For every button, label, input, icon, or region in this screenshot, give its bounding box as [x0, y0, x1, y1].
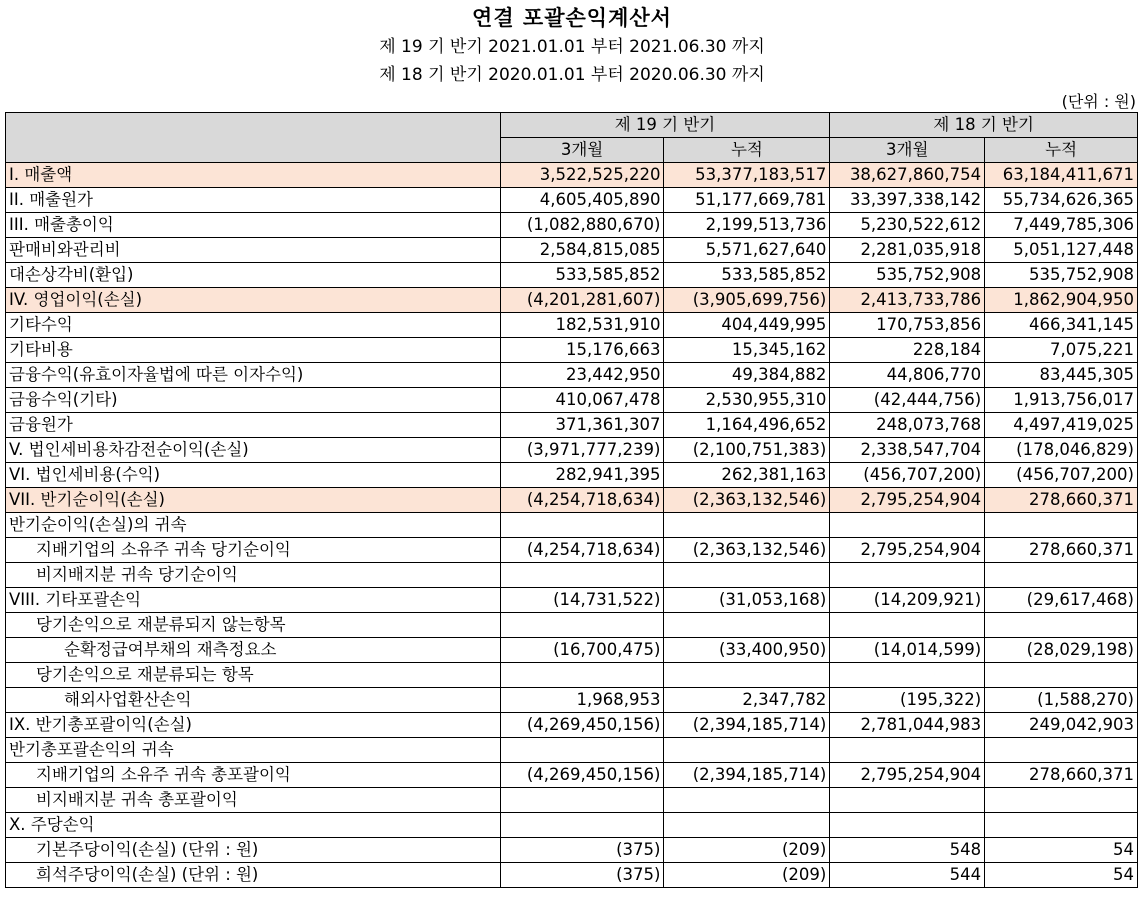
value-prior-3m: [830, 813, 985, 838]
value-current-3m: (4,254,718,634): [500, 538, 664, 563]
value-prior-3m: 2,795,254,904: [830, 763, 985, 788]
value-current-3m: (4,254,718,634): [500, 488, 664, 513]
row-label: VII. 반기순이익(손실): [6, 488, 501, 513]
value-prior-cumulative: [985, 563, 1138, 588]
value-prior-cumulative: 1,862,904,950: [985, 288, 1138, 313]
value-current-cumulative: 51,177,669,781: [664, 188, 830, 213]
table-row: [6, 313, 1138, 338]
table-row: [6, 613, 1138, 638]
value-current-3m: (14,731,522): [500, 588, 664, 613]
value-prior-cumulative: 55,734,626,365: [985, 188, 1138, 213]
header-col-prior-3m: 3개월: [830, 138, 985, 163]
table-row: [6, 388, 1138, 413]
value-prior-3m: 2,338,547,704: [830, 438, 985, 463]
value-current-3m: 371,361,307: [500, 413, 664, 438]
value-current-3m: 2,584,815,085: [500, 238, 664, 263]
value-prior-cumulative: 63,184,411,671: [985, 163, 1138, 188]
value-current-cumulative: [664, 738, 830, 763]
value-prior-cumulative: [985, 613, 1138, 638]
value-current-3m: [500, 613, 664, 638]
value-current-3m: (1,082,880,670): [500, 213, 664, 238]
table-row: [6, 363, 1138, 388]
row-label: VI. 법인세비용(수익): [6, 463, 501, 488]
value-current-3m: (375): [500, 863, 664, 888]
value-prior-cumulative: (178,046,829): [985, 438, 1138, 463]
value-current-cumulative: [664, 813, 830, 838]
table-row: [6, 688, 1138, 713]
value-prior-cumulative: 7,449,785,306: [985, 213, 1138, 238]
row-label: V. 법인세비용차감전순이익(손실): [6, 438, 501, 463]
value-current-3m: [500, 738, 664, 763]
row-label: IX. 반기총포괄이익(손실): [6, 713, 501, 738]
row-label: II. 매출원가: [6, 188, 501, 213]
value-prior-cumulative: 54: [985, 863, 1138, 888]
table-row: [6, 738, 1138, 763]
row-label: 금융수익(유효이자율법에 따른 이자수익): [6, 363, 501, 388]
value-prior-3m: [830, 738, 985, 763]
table-row: [6, 338, 1138, 363]
value-prior-3m: 38,627,860,754: [830, 163, 985, 188]
value-prior-cumulative: 535,752,908: [985, 263, 1138, 288]
value-prior-3m: 2,795,254,904: [830, 488, 985, 513]
value-prior-3m: 2,413,733,786: [830, 288, 985, 313]
value-prior-cumulative: 278,660,371: [985, 538, 1138, 563]
value-current-cumulative: 49,384,882: [664, 363, 830, 388]
value-current-3m: 533,585,852: [500, 263, 664, 288]
row-label: 기타비용: [6, 338, 501, 363]
value-prior-cumulative: 278,660,371: [985, 488, 1138, 513]
header-col-prior-cumulative: 누적: [985, 138, 1138, 163]
value-current-cumulative: [664, 613, 830, 638]
value-prior-cumulative: 83,445,305: [985, 363, 1138, 388]
value-prior-cumulative: 278,660,371: [985, 763, 1138, 788]
row-label: IV. 영업이익(손실): [6, 288, 501, 313]
value-prior-3m: (14,209,921): [830, 588, 985, 613]
unit-label: (단위 : 원): [1061, 92, 1136, 111]
income-statement-table: [5, 112, 1138, 888]
value-prior-3m: 2,281,035,918: [830, 238, 985, 263]
value-current-cumulative: [664, 663, 830, 688]
value-prior-cumulative: [985, 738, 1138, 763]
value-current-cumulative: 533,585,852: [664, 263, 830, 288]
value-prior-cumulative: (29,617,468): [985, 588, 1138, 613]
table-row: [6, 413, 1138, 438]
table-row: [6, 288, 1138, 313]
value-current-3m: 182,531,910: [500, 313, 664, 338]
row-label: 희석주당이익(손실) (단위 : 원): [6, 863, 501, 888]
value-current-cumulative: (3,905,699,756): [664, 288, 830, 313]
table-row: [6, 638, 1138, 663]
row-label: 당기손익으로 재분류되지 않는항목: [6, 613, 501, 638]
value-current-3m: [500, 563, 664, 588]
value-prior-cumulative: 4,497,419,025: [985, 413, 1138, 438]
value-prior-cumulative: [985, 513, 1138, 538]
value-prior-cumulative: 5,051,127,448: [985, 238, 1138, 263]
row-label: 기타수익: [6, 313, 501, 338]
value-prior-3m: 248,073,768: [830, 413, 985, 438]
value-current-3m: [500, 788, 664, 813]
value-current-3m: (375): [500, 838, 664, 863]
value-current-3m: 3,522,525,220: [500, 163, 664, 188]
value-current-cumulative: 2,347,782: [664, 688, 830, 713]
row-label: 반기총포괄손익의 귀속: [6, 738, 501, 763]
row-label: X. 주당손익: [6, 813, 501, 838]
table-row: [6, 213, 1138, 238]
statement-title: 연결 포괄손익계산서: [472, 6, 672, 30]
value-current-cumulative: 53,377,183,517: [664, 163, 830, 188]
row-label: 기본주당이익(손실) (단위 : 원): [6, 838, 501, 863]
value-current-cumulative: (33,400,950): [664, 638, 830, 663]
table-row: [6, 563, 1138, 588]
prior-period-range: 제 18 기 반기 2020.01.01 부터 2020.06.30 까지: [379, 65, 765, 85]
row-label: 해외사업환산손익: [6, 688, 501, 713]
value-prior-3m: [830, 613, 985, 638]
value-current-3m: (4,269,450,156): [500, 763, 664, 788]
value-current-cumulative: [664, 788, 830, 813]
table-row: [6, 513, 1138, 538]
value-prior-3m: 170,753,856: [830, 313, 985, 338]
value-prior-3m: 2,795,254,904: [830, 538, 985, 563]
row-label: 비지배지분 귀속 총포괄이익: [6, 788, 501, 813]
table-row: [6, 188, 1138, 213]
header-corner: [6, 113, 501, 163]
table-row: [6, 438, 1138, 463]
value-prior-3m: 228,184: [830, 338, 985, 363]
table-row: [6, 263, 1138, 288]
value-current-cumulative: 404,449,995: [664, 313, 830, 338]
value-current-cumulative: (2,100,751,383): [664, 438, 830, 463]
header-col-current-3m: 3개월: [500, 138, 664, 163]
table-row: [6, 663, 1138, 688]
table-row: [6, 813, 1138, 838]
table-row: [6, 538, 1138, 563]
value-current-cumulative: 15,345,162: [664, 338, 830, 363]
value-prior-3m: [830, 563, 985, 588]
value-prior-cumulative: 1,913,756,017: [985, 388, 1138, 413]
value-current-3m: (3,971,777,239): [500, 438, 664, 463]
value-current-cumulative: (2,363,132,546): [664, 488, 830, 513]
value-prior-3m: [830, 513, 985, 538]
row-label: 금융원가: [6, 413, 501, 438]
value-prior-cumulative: [985, 788, 1138, 813]
value-prior-cumulative: 466,341,145: [985, 313, 1138, 338]
value-prior-3m: 2,781,044,983: [830, 713, 985, 738]
row-label: 판매비와관리비: [6, 238, 501, 263]
value-prior-cumulative: [985, 813, 1138, 838]
value-prior-cumulative: 7,075,221: [985, 338, 1138, 363]
value-current-cumulative: (2,394,185,714): [664, 763, 830, 788]
value-current-cumulative: 5,571,627,640: [664, 238, 830, 263]
table-row: [6, 838, 1138, 863]
value-prior-3m: (195,322): [830, 688, 985, 713]
table-row: [6, 863, 1138, 888]
table-row: [6, 238, 1138, 263]
row-label: III. 매출총이익: [6, 213, 501, 238]
table-row: [6, 713, 1138, 738]
row-label: 대손상각비(환입): [6, 263, 501, 288]
table-row: [6, 588, 1138, 613]
value-current-3m: 15,176,663: [500, 338, 664, 363]
value-prior-cumulative: (28,029,198): [985, 638, 1138, 663]
value-prior-3m: [830, 788, 985, 813]
row-label: 순확정급여부채의 재측정요소: [6, 638, 501, 663]
value-current-3m: 1,968,953: [500, 688, 664, 713]
table-row: [6, 163, 1138, 188]
value-prior-cumulative: 54: [985, 838, 1138, 863]
value-current-3m: (16,700,475): [500, 638, 664, 663]
value-prior-3m: 548: [830, 838, 985, 863]
header-current-period: 제 19 기 반기: [500, 113, 830, 138]
value-current-3m: [500, 813, 664, 838]
value-current-cumulative: (209): [664, 863, 830, 888]
value-current-cumulative: [664, 563, 830, 588]
value-prior-cumulative: (1,588,270): [985, 688, 1138, 713]
value-current-cumulative: (209): [664, 838, 830, 863]
value-current-3m: 23,442,950: [500, 363, 664, 388]
value-prior-3m: [830, 663, 985, 688]
value-current-cumulative: (31,053,168): [664, 588, 830, 613]
value-current-3m: [500, 663, 664, 688]
table-row: [6, 463, 1138, 488]
value-current-3m: (4,269,450,156): [500, 713, 664, 738]
value-current-3m: (4,201,281,607): [500, 288, 664, 313]
value-prior-3m: 5,230,522,612: [830, 213, 985, 238]
value-prior-3m: 44,806,770: [830, 363, 985, 388]
header-prior-period: 제 18 기 반기: [830, 113, 1138, 138]
value-prior-cumulative: (456,707,200): [985, 463, 1138, 488]
current-period-range: 제 19 기 반기 2021.01.01 부터 2021.06.30 까지: [379, 37, 765, 57]
value-prior-cumulative: 249,042,903: [985, 713, 1138, 738]
value-current-cumulative: 2,530,955,310: [664, 388, 830, 413]
value-current-3m: 410,067,478: [500, 388, 664, 413]
value-current-3m: 282,941,395: [500, 463, 664, 488]
row-label: 금융수익(기타): [6, 388, 501, 413]
value-current-cumulative: (2,394,185,714): [664, 713, 830, 738]
value-prior-3m: 535,752,908: [830, 263, 985, 288]
value-current-3m: 4,605,405,890: [500, 188, 664, 213]
value-prior-cumulative: [985, 663, 1138, 688]
table-row: [6, 788, 1138, 813]
value-current-cumulative: (2,363,132,546): [664, 538, 830, 563]
value-prior-3m: (42,444,756): [830, 388, 985, 413]
value-current-cumulative: 1,164,496,652: [664, 413, 830, 438]
value-prior-3m: 33,397,338,142: [830, 188, 985, 213]
value-prior-3m: (456,707,200): [830, 463, 985, 488]
header-col-current-cumulative: 누적: [664, 138, 830, 163]
value-current-3m: [500, 513, 664, 538]
value-prior-3m: 544: [830, 863, 985, 888]
value-current-cumulative: [664, 513, 830, 538]
header-row-periods: [6, 113, 1138, 138]
row-label: 비지배지분 귀속 당기순이익: [6, 563, 501, 588]
row-label: 지배기업의 소유주 귀속 당기순이익: [6, 538, 501, 563]
row-label: VIII. 기타포괄손익: [6, 588, 501, 613]
row-label: 지배기업의 소유주 귀속 총포괄이익: [6, 763, 501, 788]
row-label: 당기손익으로 재분류되는 항목: [6, 663, 501, 688]
value-current-cumulative: 262,381,163: [664, 463, 830, 488]
row-label: I. 매출액: [6, 163, 501, 188]
table-row: [6, 488, 1138, 513]
value-prior-3m: (14,014,599): [830, 638, 985, 663]
table-row: [6, 763, 1138, 788]
value-current-cumulative: 2,199,513,736: [664, 213, 830, 238]
row-label: 반기순이익(손실)의 귀속: [6, 513, 501, 538]
